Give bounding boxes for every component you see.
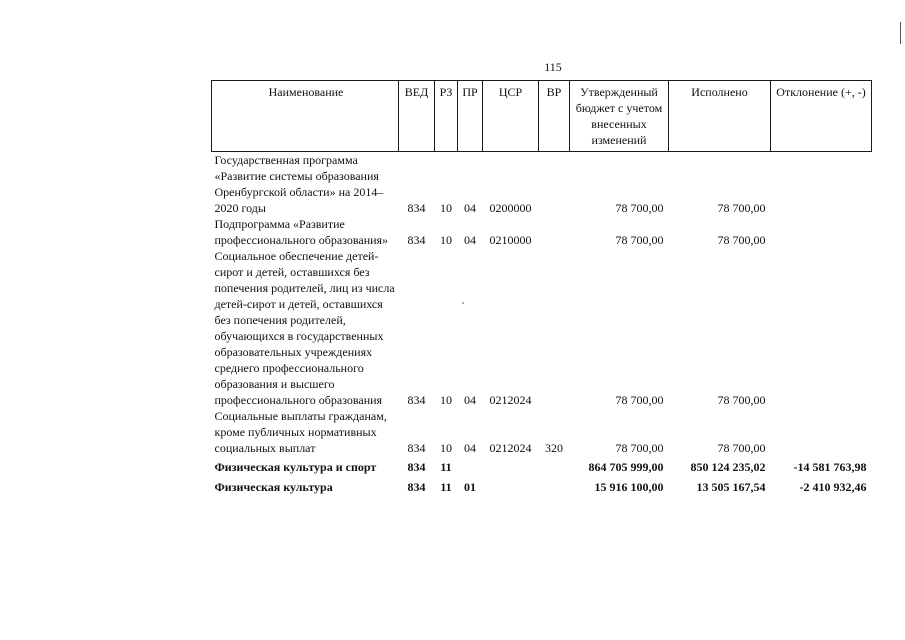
row-pr: 01 (464, 480, 476, 494)
table-row (212, 248, 872, 408)
row-csr: 0210000 (489, 233, 532, 247)
row-executed: 78 700,00 (717, 441, 766, 455)
row-vr (539, 476, 570, 496)
row-vr (539, 152, 570, 217)
row-approved: 78 700,00 (615, 441, 664, 455)
row-deviation: -2 410 932,46 (799, 480, 867, 494)
table-header-row (212, 81, 872, 152)
row-name: Государственная программа «Развитие системы образования Оренбургской области» на 2014–2020 годы (214, 153, 384, 215)
table-row (212, 216, 872, 248)
row-rz: 10 (440, 441, 452, 455)
row-pr: 04 (464, 441, 476, 455)
budget-execution-table (211, 80, 872, 496)
scan-edge-mark (900, 22, 901, 44)
header-name: Наименование (212, 81, 399, 152)
page-number: 115 (544, 60, 562, 74)
table-row (212, 456, 872, 476)
header-pr: ПР (458, 81, 483, 152)
header-ved: ВЕД (399, 81, 435, 152)
row-csr: 0212024 (489, 441, 532, 455)
row-name: Физическая культура и спорт (214, 460, 377, 474)
row-approved: 78 700,00 (615, 393, 664, 407)
row-pr: 04 (464, 201, 476, 215)
row-rz: 10 (440, 201, 452, 215)
row-executed: 850 124 235,02 (690, 460, 766, 474)
row-csr (483, 456, 539, 476)
row-vr (539, 456, 570, 476)
row-name: Социальное обеспечение детей-сирот и детей, оставшихся без попечения родителей, лиц из числа детей-сирот и детей, оставшихся без попечения родителей, обучающихся в государственных образовательных учреждениях среднего профессионального образования и высшего профессионального образования (214, 249, 395, 407)
row-ved: 834 (407, 460, 426, 474)
header-approved: Утвержденный бюджет с учетом внесенных изменений (570, 81, 669, 152)
row-deviation (771, 216, 872, 248)
row-ved: 834 (407, 233, 426, 247)
row-approved: 78 700,00 (615, 233, 664, 247)
header-rz: РЗ (435, 81, 458, 152)
row-rz: 11 (440, 460, 452, 474)
row-executed: 13 505 167,54 (696, 480, 766, 494)
row-approved: 78 700,00 (615, 201, 664, 215)
row-executed: 78 700,00 (717, 233, 766, 247)
row-rz: 10 (440, 233, 452, 247)
row-ved: 834 (407, 393, 426, 407)
row-deviation (771, 408, 872, 456)
row-deviation: -14 581 763,98 (793, 460, 867, 474)
header-deviation: Отклонение (+, -) (771, 81, 872, 152)
header-csr: ЦСР (483, 81, 539, 152)
row-pr: 04 (464, 393, 476, 407)
row-approved: 864 705 999,00 (588, 460, 664, 474)
header-executed: Исполнено (669, 81, 771, 152)
table-row (212, 476, 872, 496)
row-rz: 10 (440, 393, 452, 407)
row-approved: 15 916 100,00 (594, 480, 664, 494)
row-ved: 834 (407, 441, 426, 455)
row-deviation (771, 152, 872, 217)
row-ved: 834 (407, 480, 426, 494)
row-executed: 78 700,00 (717, 393, 766, 407)
header-vr: ВР (539, 81, 570, 152)
row-vr (539, 248, 570, 408)
row-rz: 11 (440, 480, 452, 494)
row-pr (458, 456, 483, 476)
row-csr (483, 476, 539, 496)
row-name: Подпрограмма «Развитие профессионального образования» (214, 217, 389, 247)
row-name: Социальные выплаты гражданам, кроме публичных нормативных социальных выплат (214, 409, 387, 455)
row-csr: 0200000 (489, 201, 532, 215)
row-pr: 04 (464, 233, 476, 247)
row-vr (539, 216, 570, 248)
row-ved: 834 (407, 201, 426, 215)
row-executed: 78 700,00 (717, 201, 766, 215)
row-deviation (771, 248, 872, 408)
row-name: Физическая культура (214, 480, 333, 494)
table-row (212, 152, 872, 217)
table-row (212, 408, 872, 456)
row-csr: 0212024 (489, 393, 532, 407)
row-vr: 320 (545, 441, 563, 455)
